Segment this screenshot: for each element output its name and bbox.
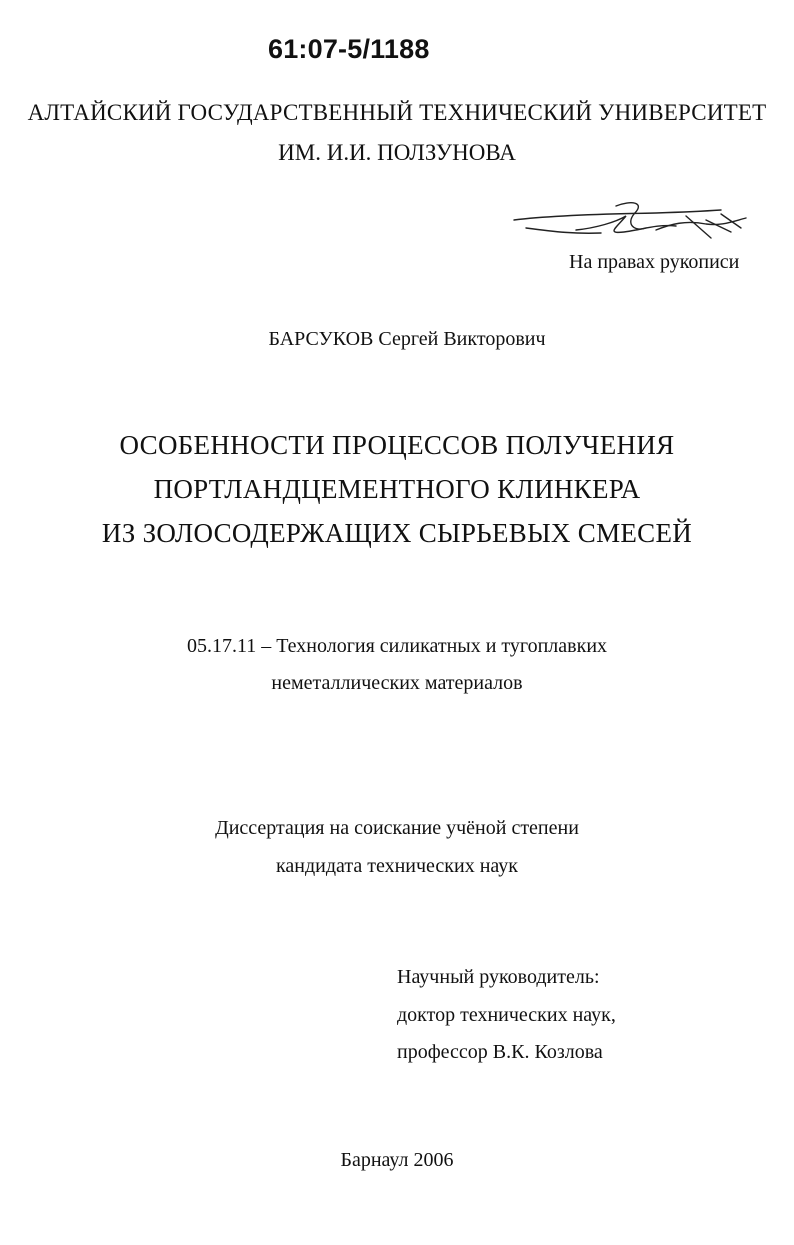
supervisor-degree: доктор технических наук,	[397, 1004, 616, 1026]
university-name-line2: ИМ. И.И. ПОЛЗУНОВА	[278, 140, 516, 165]
university-name-line1: АЛТАЙСКИЙ ГОСУДАРСТВЕННЫЙ ТЕХНИЧЕСКИЙ УНИВЕРСИТЕТ	[27, 100, 767, 125]
manuscript-rights: На правах рукописи	[569, 251, 740, 273]
handwritten-signature	[506, 198, 756, 248]
degree-line2: кандидата технических наук	[275, 855, 519, 877]
dissertation-title-line2: ПОРТЛАНДЦЕМЕНТНОГО КЛИНКЕРА	[153, 474, 641, 504]
dissertation-title-line1: ОСОБЕННОСТИ ПРОЦЕССОВ ПОЛУЧЕНИЯ	[119, 430, 675, 460]
city-year: Барнаул 2006	[340, 1149, 454, 1171]
specialty-line2: неметаллических материалов	[271, 672, 523, 694]
catalog-number: 61:07-5/1188	[268, 34, 430, 64]
degree-line1: Диссертация на соискание учёной степени	[215, 817, 579, 839]
dissertation-title-line3: ИЗ ЗОЛОСОДЕРЖАЩИХ СЫРЬЕВЫХ СМЕСЕЙ	[101, 518, 693, 548]
author-name: БАРСУКОВ Сергей Викторович	[268, 328, 546, 350]
supervisor-name: профессор В.К. Козлова	[397, 1041, 603, 1063]
specialty-line1: 05.17.11 – Технология силикатных и тугоплавких	[186, 635, 608, 657]
supervisor-label: Научный руководитель:	[397, 966, 600, 988]
